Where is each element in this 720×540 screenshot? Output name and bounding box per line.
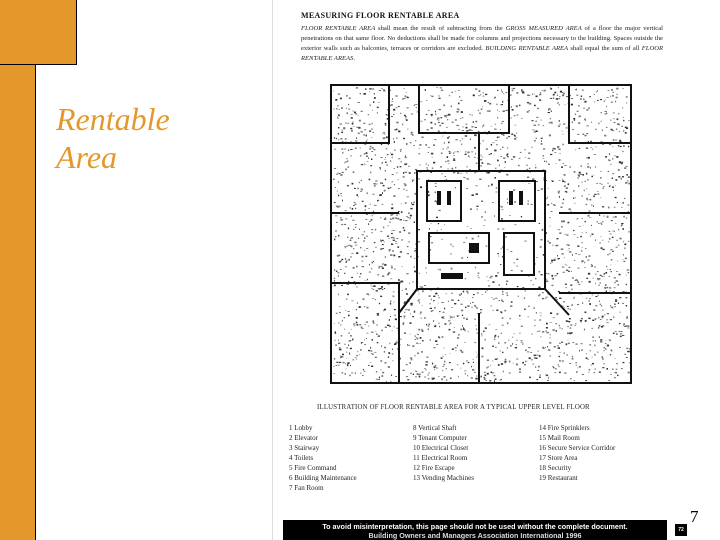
legend-item: 7 Fan Room [289, 484, 324, 492]
legend-column-1 [289, 423, 401, 493]
definition-paragraph [301, 24, 663, 64]
legend-item: 19 Restaurant [539, 474, 578, 482]
legend-item: 5 Fire Command [289, 464, 337, 472]
legend-item: 4 Toilets [289, 454, 314, 462]
legend-item: 3 Stairway [289, 444, 320, 452]
floor-plan-drawing [329, 83, 633, 385]
legend-item: 6 Building Maintenance [289, 474, 357, 482]
legend-item: 13 Vending Machines [413, 474, 474, 482]
legend-item: 14 Fire Sprinklers [539, 424, 590, 432]
definition-term-gross-measured-area: GROSS MEASURED AREA [505, 25, 582, 32]
floor-plan-hatching [333, 87, 631, 382]
scanned-document-page [272, 0, 672, 540]
legend-item: 11 Electrical Room [413, 454, 468, 462]
warning-line-2: Building Owners and Managers Association International 1996 [368, 531, 582, 540]
floor-plan-core-fixtures [437, 191, 523, 279]
legend-item: 2 Elevator [289, 434, 318, 442]
legend-item: 16 Secure Service Corridor [539, 444, 616, 452]
document-heading: MEASURING FLOOR RENTABLE AREA [301, 11, 460, 20]
definition-text-4: . [353, 55, 355, 62]
definition-term-floor-rentable-areas: FLOOR RENTABLE AREAS [301, 45, 664, 62]
floor-plan-walls [331, 85, 631, 383]
definition-term-building-rentable-area: BUILDING RENTABLE AREA [485, 45, 569, 52]
legend-column-2 [413, 423, 525, 483]
slide-title-line-1: Rentable [56, 101, 170, 137]
warning-line-1: To avoid misinterpretation, this page should not be used without the complete document. [322, 522, 628, 531]
floor-plan-caption: ILLUSTRATION OF FLOOR RENTABLE AREA FOR A TYPICAL UPPER LEVEL FLOOR [317, 404, 590, 411]
warning-banner [283, 520, 667, 540]
legend-item: 18 Security [539, 464, 572, 472]
legend-item: 9 Tenant Computer [413, 434, 467, 442]
legend-item: 1 Lobby [289, 424, 313, 432]
legend-item: 15 Mail Room [539, 434, 580, 442]
legend-column-3 [539, 423, 665, 483]
slide-page-number: 7 [690, 507, 699, 526]
definition-term-floor-rentable-area: FLOOR RENTABLE AREA [301, 25, 376, 32]
document-page-badge: 72 [675, 524, 687, 536]
accent-side-bar [0, 65, 36, 540]
accent-corner-block [0, 0, 77, 65]
slide-title-line-2: Area [56, 139, 118, 175]
slide-title [56, 100, 256, 176]
legend-item: 17 Store Area [539, 454, 578, 462]
definition-text-1: shall mean the result of subtracting from the [375, 25, 506, 32]
legend-item: 8 Vertical Shaft [413, 424, 457, 432]
definition-text-3: shall equal the sum of all [568, 45, 642, 52]
definition-text-2: of a floor the major vertical penetrations on that same floor. No deductions shall be made for columns and projections necessary to the building. Spaces outside the exterior walls such as balconies, terraces or corridors are excluded. [301, 25, 663, 52]
legend-item: 10 Electrical Closet [413, 444, 469, 452]
legend-item: 12 Fire Escape [413, 464, 455, 472]
